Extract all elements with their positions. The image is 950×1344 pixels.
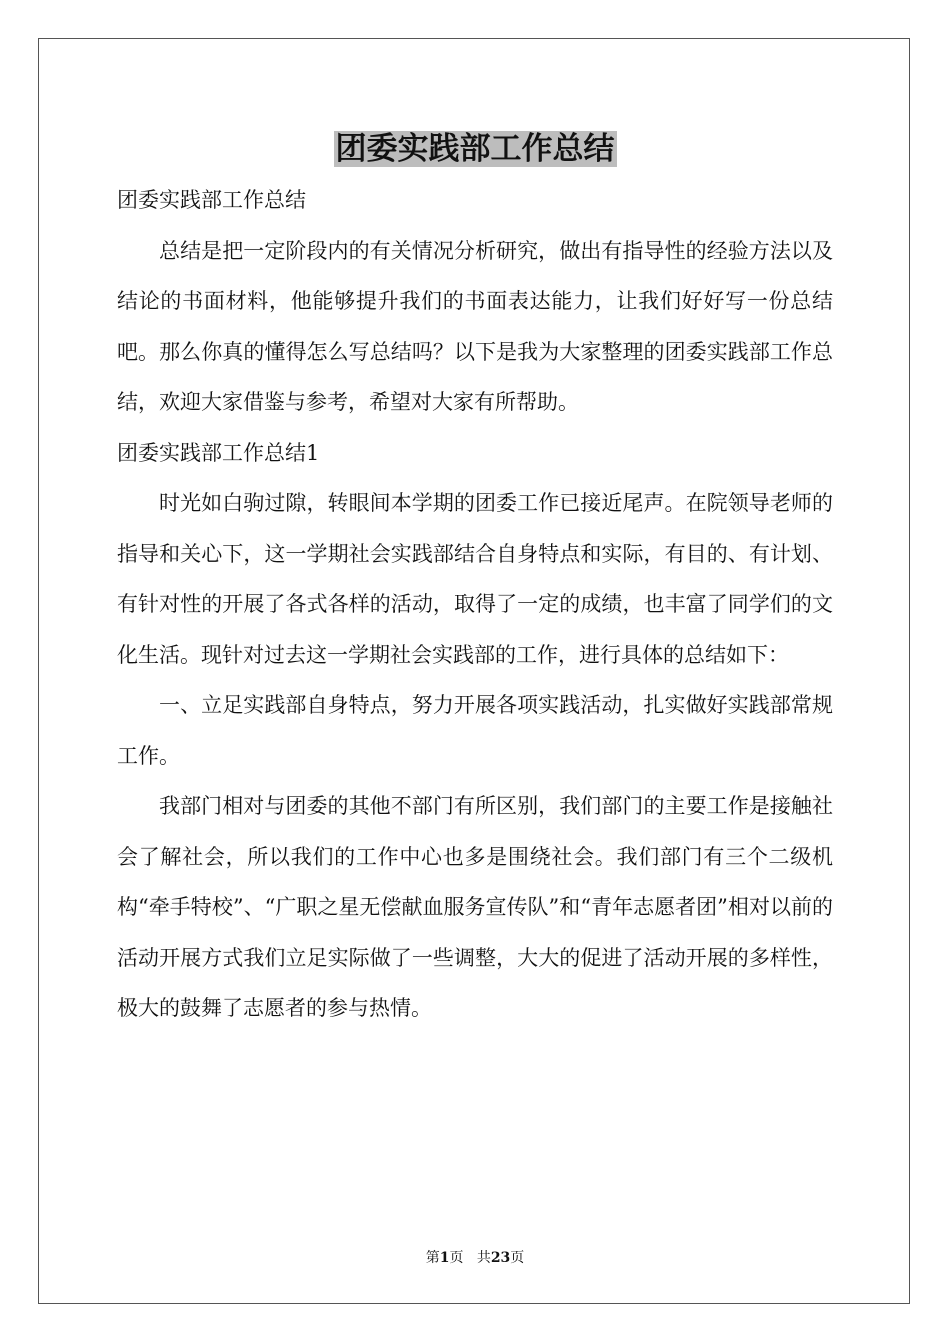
subtitle-heading: 团委实践部工作总结 [117, 188, 306, 212]
body-paragraph: 我部门相对与团委的其他不部门有所区别，我们部门的主要工作是接触社会了解社会，所以我们的工作中心也多是围绕社会。我们部门有三个二级机构“牵手特校”、“广职之星无偿献血服务宣传队”和“青年志愿者团”相对以前的活动开展方式我们立足实际做了一些调整，大大的促进了活动开展的多样性，极大的鼓舞了志愿者的参与热情。 [117, 794, 833, 1020]
page-label-suffix: 页 [449, 1250, 464, 1266]
document-title [0, 124, 950, 174]
section-heading: 团委实践部工作总结1 [117, 440, 320, 465]
total-page-count: 23 [490, 1250, 511, 1266]
total-label-prefix: 共 [476, 1250, 491, 1266]
intro-paragraph: 总结是把一定阶段内的有关情况分析研究，做出有指导性的经验方法以及结论的书面材料，他能够提升我们的书面表达能力，让我们好好写一份总结吧。那么你真的懂得怎么写总结吗？以下是我为大家整理的团委实践部工作总结，欢迎大家借鉴与参考，希望对大家有所帮助。 [117, 238, 833, 414]
page-footer [0, 1248, 950, 1268]
body-paragraph: 一、立足实践部自身特点，努力开展各项实践活动，扎实做好实践部常规工作。 [117, 693, 833, 768]
total-label-suffix: 页 [510, 1250, 525, 1266]
current-page-number: 1 [439, 1250, 450, 1266]
document-body [117, 175, 833, 1034]
document-title-text: 团委实践部工作总结 [335, 131, 615, 167]
body-paragraph: 时光如白驹过隙，转眼间本学期的团委工作已接近尾声。在院领导老师的指导和关心下，这一学期社会实践部结合自身特点和实际，有目的、有计划、有针对性的开展了各式各样的活动，取得了一定的成绩，也丰富了同学们的文化生活。现针对过去这一学期社会实践部的工作，进行具体的总结如下： [117, 491, 833, 667]
page-label-prefix: 第 [425, 1250, 440, 1266]
